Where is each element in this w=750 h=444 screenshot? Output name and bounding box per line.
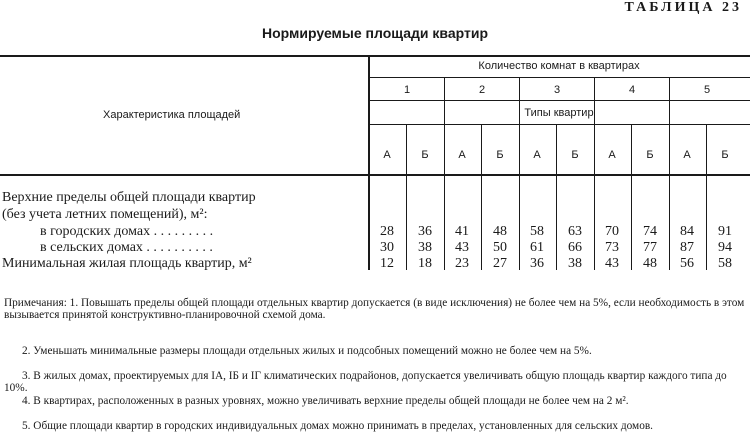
- column-divider: [669, 124, 670, 270]
- cell-value: 48: [643, 256, 657, 271]
- cell-value: 12: [380, 256, 394, 271]
- leader-dots: . . . . . . . . . .: [142, 240, 213, 255]
- type-label: А: [458, 149, 466, 161]
- cell-value: 58: [718, 256, 732, 271]
- row-label-rural: [40, 240, 213, 256]
- type-label: Б: [421, 149, 429, 161]
- cell-value: 38: [418, 240, 432, 255]
- room-divider: [594, 77, 595, 124]
- room-counts-rule: [369, 100, 750, 101]
- note-5: 5. Общие площади квартир в городских индивидуальных домах можно принимать в пределах, установленных для сельских домов.: [22, 420, 654, 432]
- type-label: Б: [721, 149, 729, 161]
- room-divider: [669, 77, 670, 124]
- type-label: А: [533, 149, 541, 161]
- table-title: Нормируемые площади квартир: [261, 25, 489, 41]
- type-label: Б: [646, 149, 654, 161]
- cell-value: 43: [455, 240, 469, 255]
- cell-value: 61: [530, 240, 544, 255]
- stub-divider: [368, 55, 370, 270]
- table-top-rule: [0, 55, 750, 57]
- cell-value: 77: [643, 240, 657, 255]
- cell-value: 58: [530, 224, 544, 239]
- column-divider: [706, 124, 707, 270]
- cell-value: 56: [680, 256, 694, 271]
- cell-value: 74: [643, 224, 657, 239]
- cell-value: 70: [605, 224, 619, 239]
- cell-value: 41: [455, 224, 469, 239]
- row-label-min-living: Минимальная жилая площадь квартир, м²: [2, 256, 252, 271]
- cell-value: 38: [568, 256, 582, 271]
- cell-value: 63: [568, 224, 582, 239]
- column-divider: [481, 124, 482, 270]
- cell-value: 23: [455, 256, 469, 271]
- room-count-1: 1: [403, 84, 411, 96]
- row-label-rural-text: в сельских домах: [40, 240, 143, 255]
- note-1: Примечания: 1. Повышать пределы общей площади отдельных квартир допускается (в виде исключения) не более чем на 5%, если необходимость в этом вызывается принятой конструктивно-планировочной схемой дома.: [4, 297, 745, 321]
- cell-value: 27: [493, 256, 507, 271]
- room-count-3: 3: [553, 84, 561, 96]
- column-divider: [406, 124, 407, 270]
- room-count-4: 4: [628, 84, 636, 96]
- cell-value: 94: [718, 240, 732, 255]
- column-divider: [519, 124, 520, 270]
- type-label: Б: [496, 149, 504, 161]
- cell-value: 36: [418, 224, 432, 239]
- row-header-label: Характеристика площадей: [103, 109, 241, 121]
- cell-value: 48: [493, 224, 507, 239]
- row-label-urban-text: в городских домах: [40, 224, 151, 239]
- group-label-line2: (без учета летних помещений), м²:: [2, 207, 208, 222]
- cell-value: 30: [380, 240, 394, 255]
- column-divider: [444, 124, 445, 270]
- type-label: Б: [571, 149, 579, 161]
- row-label-urban: [40, 224, 213, 240]
- type-label: А: [608, 149, 616, 161]
- types-header: Типы квартир: [524, 107, 594, 119]
- room-divider: [444, 77, 445, 124]
- column-divider: [556, 124, 557, 270]
- cell-value: 18: [418, 256, 432, 271]
- table-number: ТАБЛИЦА 23: [624, 0, 742, 15]
- types-rule: [369, 124, 750, 125]
- cell-value: 36: [530, 256, 544, 271]
- note-3: 3. В жилых домах, проектируемых для IA, IБ и IГ климатических подрайонов, допускается увеличивать общую площадь квартир каждого типа до 10%.: [4, 370, 727, 394]
- cell-value: 66: [568, 240, 582, 255]
- group-label-line1: Верхние пределы общей площади квартир: [2, 190, 256, 205]
- room-count-5: 5: [703, 84, 711, 96]
- column-divider: [631, 124, 632, 270]
- note-2: 2. Уменьшать минимальные размеры площади отдельных жилых и подсобных помещений можно не более чем на 5%.: [22, 345, 592, 357]
- cell-value: 43: [605, 256, 619, 271]
- header-bottom-rule: [0, 174, 750, 176]
- cell-value: 50: [493, 240, 507, 255]
- cell-value: 91: [718, 224, 732, 239]
- rooms-rule: [369, 77, 750, 78]
- cell-value: 87: [680, 240, 694, 255]
- leader-dots: . . . . . . . . .: [150, 224, 214, 239]
- type-label: А: [683, 149, 691, 161]
- column-divider: [594, 124, 595, 270]
- type-label: А: [383, 149, 391, 161]
- rooms-header: Количество комнат в квартирах: [478, 60, 640, 72]
- cell-value: 28: [380, 224, 394, 239]
- note-4: 4. В квартирах, расположенных в разных уровнях, можно увеличивать верхние пределы общей площади не более чем на 2 м².: [22, 395, 629, 407]
- room-divider: [519, 77, 520, 124]
- room-count-2: 2: [478, 84, 486, 96]
- cell-value: 73: [605, 240, 619, 255]
- cell-value: 84: [680, 224, 694, 239]
